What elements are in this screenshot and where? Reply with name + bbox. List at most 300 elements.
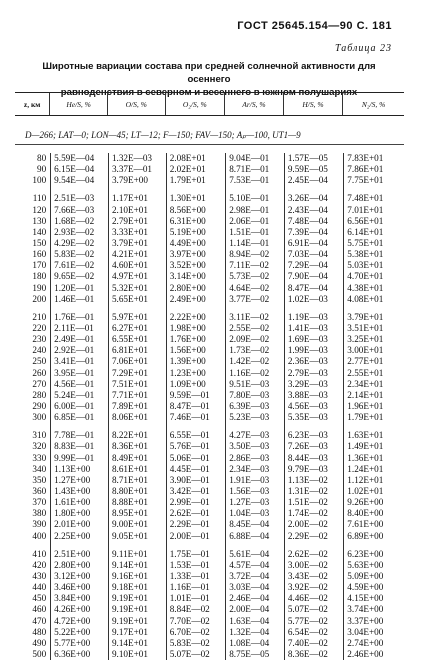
value-cell: 1.24E+01: [344, 464, 404, 475]
value-cell: 2.08E+01: [166, 153, 225, 164]
value-cell: 5.22E+00: [51, 627, 109, 638]
value-cell: 5.97E+01: [108, 312, 166, 323]
table-row: [15, 283, 404, 294]
spacer-cell: [51, 186, 109, 193]
value-cell: 9.51E—03: [226, 379, 285, 390]
value-cell: 4.56E—03: [284, 401, 343, 412]
value-cell: 5.32E+01: [108, 283, 166, 294]
value-cell: 2.74E+00: [344, 638, 404, 649]
spacer-cell: [166, 305, 225, 312]
altitude-cell: 180: [32, 271, 47, 282]
value-cell: 8.49E+01: [108, 453, 166, 464]
value-cell: 2.49E—01: [51, 334, 109, 345]
value-cell: 1.16E—02: [226, 368, 285, 379]
value-cell: 6.85E—01: [51, 412, 109, 423]
value-cell: 9.26E+00: [344, 497, 404, 508]
value-cell: 1.32E—03: [108, 153, 166, 164]
value-cell: 6.55E+01: [108, 334, 166, 345]
value-cell: 7.70E—02: [166, 615, 225, 626]
value-cell: 6.70E—02: [166, 627, 225, 638]
value-cell: 9.14E+01: [108, 638, 166, 649]
value-cell: 3.00E—02: [284, 560, 343, 571]
value-cell: 1.46E—01: [51, 294, 109, 305]
value-cell: 1.30E+01: [166, 193, 225, 204]
altitude-cell: 400: [32, 530, 47, 541]
value-cell: 3.51E+01: [344, 323, 404, 334]
value-cell: 5.38E+01: [344, 249, 404, 260]
value-cell: 7.83E+01: [344, 153, 404, 164]
value-cell: 4.46E—02: [284, 593, 343, 604]
value-cell: 6.23E—03: [284, 430, 343, 441]
value-cell: 1.14E—01: [226, 238, 285, 249]
value-cell: 2.46E+00: [344, 649, 404, 660]
value-cell: 9.59E—01: [166, 390, 225, 401]
value-cell: 1.27E+00: [51, 475, 109, 486]
value-cell: 6.00E—01: [51, 401, 109, 412]
value-cell: 2.00E—01: [166, 531, 225, 542]
value-cell: 1.08E—04: [226, 638, 285, 649]
value-cell: 1.74E—02: [284, 508, 343, 519]
value-cell: 2.14E+01: [344, 390, 404, 401]
value-cell: 8.06E+01: [108, 412, 166, 423]
value-cell: 8.44E—03: [284, 453, 343, 464]
value-cell: 1.32E—04: [226, 627, 285, 638]
spacer-cell: [166, 423, 225, 430]
value-cell: 9.00E+01: [108, 519, 166, 530]
altitude-cell: 160: [32, 249, 47, 260]
value-cell: 1.76E—01: [51, 312, 109, 323]
value-cell: 1.80E+00: [51, 508, 109, 519]
value-cell: 8.94E—02: [226, 249, 285, 260]
value-cell: 2.92E—01: [51, 345, 109, 356]
value-cell: 1.36E+01: [344, 453, 404, 464]
value-cell: 4.70E+01: [344, 271, 404, 282]
altitude-cell: 340: [32, 463, 47, 474]
spacer-cell: [226, 305, 285, 312]
table-row: [15, 593, 404, 604]
value-cell: 1.31E—02: [284, 486, 343, 497]
table-row: [15, 164, 404, 175]
table-title-line-2: равноденствия в северном и весеннего в южном полушариях: [60, 87, 358, 98]
table-row: [15, 430, 404, 441]
value-cell: 5.77E+00: [51, 638, 109, 649]
value-cell: 2.93E—02: [51, 227, 109, 238]
value-cell: 3.00E+01: [344, 345, 404, 356]
value-cell: 2.62E—01: [166, 508, 225, 519]
value-cell: 7.66E—03: [51, 205, 109, 216]
altitude-cell: 250: [32, 356, 47, 367]
value-cell: 3.33E+01: [108, 227, 166, 238]
value-cell: 1.41E—03: [284, 323, 343, 334]
spacer-cell: [226, 186, 285, 193]
altitude-cell: 190: [32, 282, 47, 293]
spacer-cell: [226, 542, 285, 549]
value-cell: 1.53E—01: [166, 560, 225, 571]
value-cell: 5.73E—02: [226, 271, 285, 282]
value-cell: 2.49E+00: [166, 294, 225, 305]
value-cell: 9.19E+01: [108, 615, 166, 626]
value-cell: 2.80E+00: [51, 560, 109, 571]
value-cell: 1.57E—05: [284, 153, 343, 164]
altitude-cell: 430: [32, 570, 47, 581]
value-cell: 3.74E+00: [344, 604, 404, 615]
altitude-cell: 450: [32, 593, 47, 604]
table-row: [15, 604, 404, 615]
column-header-table: [15, 92, 404, 116]
value-cell: 7.03E—04: [284, 249, 343, 260]
value-cell: 1.01E—01: [166, 593, 225, 604]
column-header-he: He/S, %: [50, 93, 108, 116]
value-cell: 1.98E+00: [166, 323, 225, 334]
table-row: [15, 334, 404, 345]
altitude-cell: 200: [32, 293, 47, 304]
spacer-cell: [344, 542, 404, 549]
altitude-cell: 210: [32, 311, 47, 322]
value-cell: 1.73E—02: [226, 345, 285, 356]
altitude-cell: 150: [32, 238, 47, 249]
value-cell: 5.75E+01: [344, 238, 404, 249]
value-cell: 6.15E—04: [51, 164, 109, 175]
altitude-cell: 100: [32, 175, 47, 186]
table-row: [15, 531, 404, 542]
value-cell: 9.79E—03: [284, 464, 343, 475]
table-title-line-1: Широтные вариации состава при средней солнечной активности для осеннего: [42, 61, 376, 85]
value-cell: 1.42E—02: [226, 356, 285, 367]
table-row: [15, 205, 404, 216]
value-cell: 4.08E+01: [344, 294, 404, 305]
value-cell: 2.29E—01: [166, 519, 225, 530]
spacer-cell: [344, 305, 404, 312]
group-spacer: [15, 542, 404, 549]
table-row: [15, 582, 404, 593]
value-cell: 8.88E+01: [108, 497, 166, 508]
altitude-cell: 230: [32, 334, 47, 345]
value-cell: 3.92E—02: [284, 582, 343, 593]
value-cell: 2.79E—03: [284, 368, 343, 379]
value-cell: 5.65E+01: [108, 294, 166, 305]
value-cell: 8.56E+00: [166, 205, 225, 216]
spacer-cell: [166, 542, 225, 549]
value-cell: 2.22E+00: [166, 312, 225, 323]
altitude-cell: 170: [32, 260, 47, 271]
value-cell: 2.99E—01: [166, 497, 225, 508]
value-cell: 8.61E+01: [108, 464, 166, 475]
table-row: [15, 345, 404, 356]
table-row: [15, 453, 404, 464]
value-cell: 5.10E—01: [226, 193, 285, 204]
table-row: [15, 193, 404, 204]
value-cell: 2.46E—04: [226, 593, 285, 604]
table-row: [15, 238, 404, 249]
value-cell: 2.34E—03: [226, 464, 285, 475]
value-cell: 4.64E—02: [226, 283, 285, 294]
value-cell: 4.29E—02: [51, 238, 109, 249]
value-cell: 3.04E+00: [344, 627, 404, 638]
altitude-cell: 320: [32, 441, 47, 452]
value-cell: 1.27E—03: [226, 497, 285, 508]
value-cell: 3.88E—03: [284, 390, 343, 401]
value-cell: 7.71E+01: [108, 390, 166, 401]
value-cell: 1.16E—01: [166, 582, 225, 593]
value-cell: 8.45E—04: [226, 519, 285, 530]
value-cell: 2.09E—02: [226, 334, 285, 345]
spacer-cell: [284, 186, 343, 193]
value-cell: 4.60E+01: [108, 260, 166, 271]
value-cell: 6.56E+01: [344, 216, 404, 227]
value-cell: 7.29E+01: [108, 368, 166, 379]
spacer-cell: [108, 542, 166, 549]
value-cell: 8.75E—05: [226, 649, 285, 660]
value-cell: 4.56E—01: [51, 379, 109, 390]
table-row: [15, 627, 404, 638]
value-cell: 3.25E+01: [344, 334, 404, 345]
value-cell: 2.01E+00: [51, 519, 109, 530]
value-cell: 3.43E—02: [284, 571, 343, 582]
value-cell: 1.56E+00: [166, 345, 225, 356]
value-cell: 2.25E+00: [51, 531, 109, 542]
value-cell: 7.89E+01: [108, 401, 166, 412]
parameters-divider: [15, 144, 404, 145]
spacer-cell: [108, 423, 166, 430]
value-cell: 7.01E+01: [344, 205, 404, 216]
value-cell: 1.43E+00: [51, 486, 109, 497]
value-cell: 3.90E—01: [166, 475, 225, 486]
altitude-cell: 130: [32, 215, 47, 226]
value-cell: 2.02E+01: [166, 164, 225, 175]
table-row: [15, 615, 404, 626]
value-cell: 2.10E+01: [108, 205, 166, 216]
value-cell: 1.61E+00: [51, 497, 109, 508]
spacer-cell: [15, 186, 51, 193]
value-cell: 2.29E—02: [284, 531, 343, 542]
value-cell: 9.18E+01: [108, 582, 166, 593]
value-cell: 6.27E+01: [108, 323, 166, 334]
value-cell: 2.34E+01: [344, 379, 404, 390]
table-row: [15, 227, 404, 238]
value-cell: 8.36E+01: [108, 441, 166, 452]
value-cell: 9.99E—01: [51, 453, 109, 464]
value-cell: 1.02E+01: [344, 486, 404, 497]
value-cell: 3.41E—01: [51, 356, 109, 367]
value-cell: 2.80E+00: [166, 283, 225, 294]
value-cell: 9.54E—04: [51, 175, 109, 186]
altitude-cell: 460: [32, 604, 47, 615]
table-row: [15, 175, 404, 186]
spacer-cell: [108, 186, 166, 193]
value-cell: 5.07E—02: [284, 604, 343, 615]
value-cell: 5.35E—03: [284, 412, 343, 423]
column-header-row: [15, 93, 404, 116]
value-cell: 7.51E+01: [108, 379, 166, 390]
value-cell: 8.80E+01: [108, 486, 166, 497]
value-cell: 8.71E—01: [226, 164, 285, 175]
spacer-cell: [284, 423, 343, 430]
value-cell: 4.49E+00: [166, 238, 225, 249]
table-row: [15, 638, 404, 649]
value-cell: 3.37E—01: [108, 164, 166, 175]
altitude-cell: 440: [32, 582, 47, 593]
altitude-cell: 360: [32, 486, 47, 496]
table-row: [15, 441, 404, 452]
value-cell: 2.00E—04: [226, 604, 285, 615]
value-cell: 7.26E—03: [284, 441, 343, 452]
value-cell: 3.52E+00: [166, 260, 225, 271]
value-cell: 1.51E—02: [284, 497, 343, 508]
altitude-cell: 260: [32, 367, 47, 378]
table-row: [15, 271, 404, 282]
value-cell: 4.59E+00: [344, 582, 404, 593]
value-cell: 5.61E—04: [226, 549, 285, 560]
value-cell: 3.77E—02: [226, 294, 285, 305]
column-header-o2: O₂/S, %: [165, 93, 225, 116]
value-cell: 9.59E—05: [284, 164, 343, 175]
value-cell: 2.51E+00: [51, 549, 109, 560]
value-cell: 8.83E—01: [51, 441, 109, 452]
table-row: [15, 412, 404, 423]
value-cell: 9.11E+01: [108, 549, 166, 560]
spacer-cell: [15, 542, 51, 549]
value-cell: 6.89E+00: [344, 531, 404, 542]
group-spacer: [15, 186, 404, 193]
value-cell: 1.91E—03: [226, 475, 285, 486]
value-cell: 7.78E—01: [51, 430, 109, 441]
value-cell: 2.55E—02: [226, 323, 285, 334]
altitude-cell: 380: [32, 508, 47, 519]
altitude-cell: 300: [32, 412, 47, 423]
spacer-cell: [51, 305, 109, 312]
value-cell: 8.84E—02: [166, 604, 225, 615]
table-row: [15, 323, 404, 334]
value-cell: 5.06E—01: [166, 453, 225, 464]
value-cell: 8.22E+01: [108, 430, 166, 441]
value-cell: 3.79E+01: [108, 238, 166, 249]
value-cell: 9.19E+01: [108, 593, 166, 604]
value-cell: 3.50E—03: [226, 441, 285, 452]
value-cell: 3.95E—01: [51, 368, 109, 379]
spacer-cell: [284, 305, 343, 312]
value-cell: 1.04E—03: [226, 508, 285, 519]
table-row: [15, 153, 404, 164]
table-row: [15, 379, 404, 390]
model-parameters-text: D—266; LAT—0; LON—45; LT—12; F—150; FAV—150; Aₚ—100, UT1—9: [25, 130, 301, 140]
value-cell: 6.88E—04: [226, 531, 285, 542]
value-cell: 1.99E—03: [284, 345, 343, 356]
spacer-cell: [284, 542, 343, 549]
altitude-cell: 220: [32, 323, 47, 334]
value-cell: 1.09E+00: [166, 379, 225, 390]
value-cell: 3.14E+00: [166, 271, 225, 282]
value-cell: 2.55E+01: [344, 368, 404, 379]
value-cell: 6.14E+01: [344, 227, 404, 238]
value-cell: 2.98E—01: [226, 205, 285, 216]
value-cell: 7.80E—03: [226, 390, 285, 401]
value-cell: 1.19E—03: [284, 312, 343, 323]
value-cell: 1.33E—01: [166, 571, 225, 582]
model-parameters: [25, 130, 405, 141]
value-cell: 1.56E—03: [226, 486, 285, 497]
value-cell: 6.23E+00: [344, 549, 404, 560]
value-cell: 3.11E—02: [226, 312, 285, 323]
value-cell: 1.39E+00: [166, 356, 225, 367]
altitude-cell: 370: [32, 497, 47, 508]
altitude-cell: 310: [32, 430, 47, 441]
value-cell: 1.23E+00: [166, 368, 225, 379]
value-cell: 1.12E+01: [344, 475, 404, 486]
table-row: [15, 368, 404, 379]
value-cell: 3.26E—04: [284, 193, 343, 204]
group-spacer: [15, 305, 404, 312]
value-cell: 6.39E—03: [226, 401, 285, 412]
value-cell: 9.14E+01: [108, 560, 166, 571]
value-cell: 1.69E—03: [284, 334, 343, 345]
value-cell: 2.36E—03: [284, 356, 343, 367]
value-cell: 7.53E—01: [226, 175, 285, 186]
column-header-h: H/S, %: [283, 93, 343, 116]
value-cell: 1.49E+01: [344, 441, 404, 452]
value-cell: 1.79E+01: [166, 175, 225, 186]
value-cell: 6.36E+00: [51, 649, 109, 660]
value-cell: 8.95E+01: [108, 508, 166, 519]
value-cell: 7.06E+01: [108, 356, 166, 367]
column-header-ar: Ar/S, %: [225, 93, 284, 116]
column-header-n2: N₂/S, %: [343, 93, 404, 116]
value-cell: 3.37E+00: [344, 615, 404, 626]
table-row: [15, 649, 404, 660]
value-cell: 9.10E+01: [108, 649, 166, 660]
altitude-cell: 120: [32, 204, 47, 215]
table-row: [15, 497, 404, 508]
value-cell: 6.81E+01: [108, 345, 166, 356]
value-cell: 3.03E—04: [226, 582, 285, 593]
value-cell: 3.79E+00: [108, 175, 166, 186]
value-cell: 7.40E—02: [284, 638, 343, 649]
value-cell: 8.36E—02: [284, 649, 343, 660]
spacer-cell: [51, 542, 109, 549]
value-cell: 1.76E+00: [166, 334, 225, 345]
value-cell: 7.61E+00: [344, 519, 404, 530]
value-cell: 5.77E—02: [284, 615, 343, 626]
altitude-cell: 280: [32, 389, 47, 400]
value-cell: 7.46E—01: [166, 412, 225, 423]
value-cell: 5.07E—02: [166, 649, 225, 660]
altitude-cell: 390: [32, 519, 47, 530]
value-cell: 9.04E—01: [226, 153, 285, 164]
altitude-cell: 90: [36, 164, 47, 175]
value-cell: 5.59E—04: [51, 153, 109, 164]
value-cell: 8.47E—01: [166, 401, 225, 412]
value-cell: 4.21E+01: [108, 249, 166, 260]
value-cell: 4.97E+01: [108, 271, 166, 282]
value-cell: 9.16E+01: [108, 571, 166, 582]
value-cell: 7.75E+01: [344, 175, 404, 186]
value-cell: 1.79E+01: [344, 412, 404, 423]
altitude-cell: 500: [32, 648, 47, 659]
value-cell: 5.24E—01: [51, 390, 109, 401]
value-cell: 3.42E—01: [166, 486, 225, 497]
altitude-cell: 490: [32, 637, 47, 648]
value-cell: 2.77E+01: [344, 356, 404, 367]
value-cell: 7.39E—04: [284, 227, 343, 238]
value-cell: 4.57E—04: [226, 560, 285, 571]
value-cell: 4.38E+01: [344, 283, 404, 294]
spacer-cell: [15, 305, 51, 312]
value-cell: 7.61E—02: [51, 260, 109, 271]
spacer-cell: [166, 186, 225, 193]
value-cell: 1.13E+00: [51, 464, 109, 475]
column-header-z: z, км: [15, 93, 50, 116]
table-row: [15, 486, 404, 497]
value-cell: 4.26E+00: [51, 604, 109, 615]
